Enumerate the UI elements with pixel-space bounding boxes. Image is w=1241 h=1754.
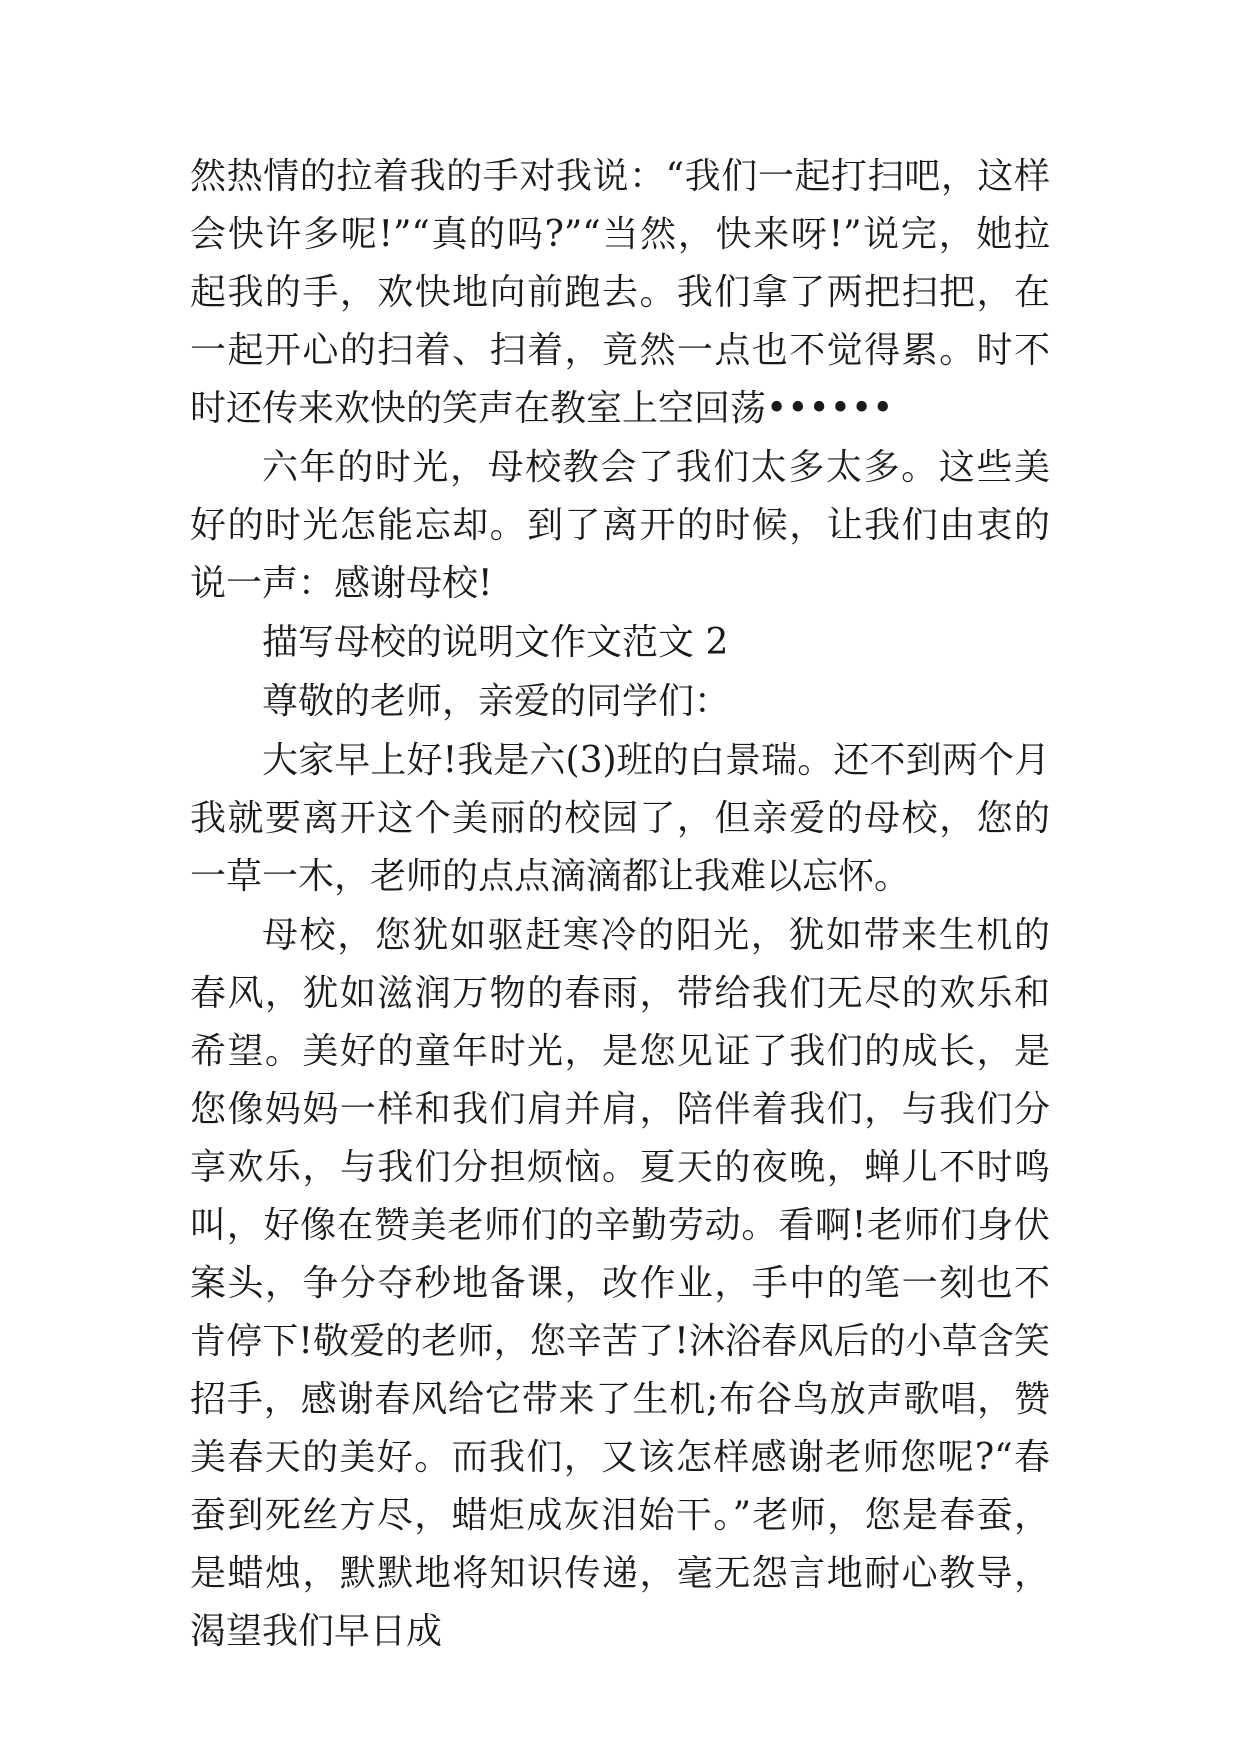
paragraph-continuation: 然热情的拉着我的手对我说：“我们一起打扫吧，这样会快许多呢!”“真的吗?”“当然，快来呀!”说完，她拉起我的手，欢快地向前跑去。我们拿了两把扫把，在一起开心的扫着、扫着，竟然一点也不觉得累。时不时还传来欢快的笑声在教室上空回荡••••••	[190, 156, 1050, 429]
paragraph-salutation: 尊敬的老师，亲爱的同学们：	[262, 681, 731, 722]
paragraph-closing: 六年的时光，母校教会了我们太多太多。这些美好的时光怎能忘却。到了离开的时候，让我们由衷的说一声：感谢母校!	[190, 447, 1050, 604]
section-heading: 描写母校的说明文作文范文 2	[262, 622, 729, 663]
document-body	[190, 148, 1050, 1661]
paragraph-introduction: 大家早上好!我是六(3)班的白景瑞。还不到两个月我就要离开这个美丽的校园了，但亲爱的母校，您的一草一木，老师的点点滴滴都让我难以忘怀。	[190, 740, 1050, 897]
paragraph-body: 母校，您犹如驱赶寒冷的阳光，犹如带来生机的春风，犹如滋润万物的春雨，带给我们无尽的欢乐和希望。美好的童年时光，是您见证了我们的成长，是您像妈妈一样和我们肩并肩，陪伴着我们，与我们分享欢乐，与我们分担烦恼。夏天的夜晚，蝉儿不时鸣叫，好像在赞美老师们的辛勤劳动。看啊!老师们身伏案头，争分夺秒地备课，改作业，手中的笔一刻也不肯停下!敬爱的老师，您辛苦了!沐浴春风后的小草含笑招手，感谢春风给它带来了生机;布谷鸟放声歌唱，赞美春天的美好。而我们，又该怎样感谢老师您呢?“春蚕到死丝方尽，蜡炬成灰泪始干。”老师，您是春蚕，是蜡烛，默默地将知识传递，毫无怨言地耐心教导，渴望我们早日成	[190, 915, 1050, 1652]
